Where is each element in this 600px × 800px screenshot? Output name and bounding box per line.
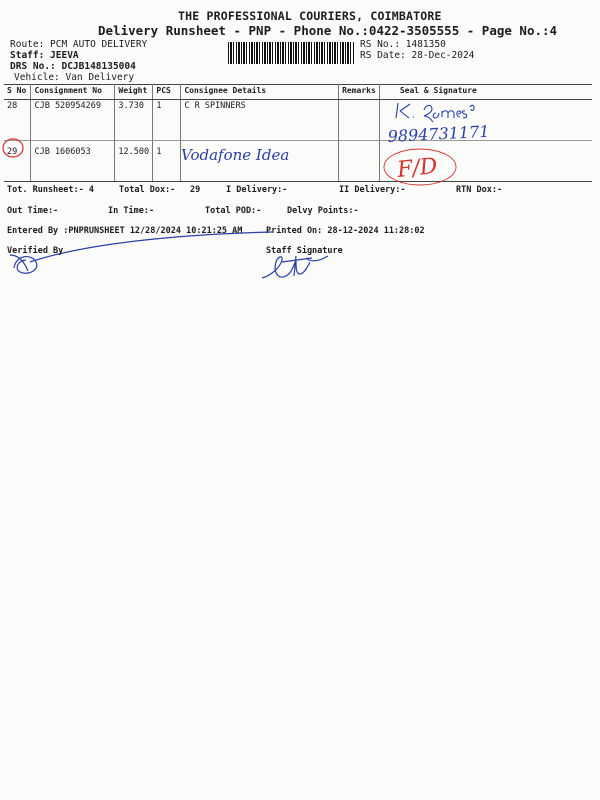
total-dox-label: Total Dox:- xyxy=(119,185,176,195)
drs-number: DRS No.: DCJB148135004 xyxy=(10,61,136,72)
runsheet-title: Delivery Runsheet - PNP - Phone No.:0422-3505555 - Page No.:4 xyxy=(98,23,558,38)
col-header-consignee: Consignee Details xyxy=(181,85,339,100)
handwritten-name xyxy=(396,103,474,122)
rs-date: RS Date: 28-Dec-2024 xyxy=(360,50,475,61)
handwritten-fd: F/D xyxy=(396,153,439,183)
cell-consignee: C R SPINNERS xyxy=(181,100,339,141)
staff-signature-label: Staff Signature xyxy=(266,246,343,256)
handwritten-vodafone: Vodafone Idea xyxy=(181,146,290,164)
rtn-dox: RTN Dox:- xyxy=(456,185,503,195)
total-pod: Total POD:- xyxy=(205,206,262,216)
col-header-sno: S No xyxy=(4,85,31,100)
col-header-consignment: Consignment No xyxy=(31,85,115,100)
staff: Staff: JEEVA xyxy=(10,50,79,61)
rs-number: RS No.: 1481350 xyxy=(360,39,446,50)
cell-weight: 12.500 xyxy=(115,141,153,182)
cell-consignment: CJB 520954269 xyxy=(31,100,115,141)
tot-runsheet: Tot. Runsheet:- 4 xyxy=(7,185,94,195)
entered-by: Entered By :PNPRUNSHEET 12/28/2024 10:21:25 AM xyxy=(7,226,243,236)
vehicle: Vehicle: Van Delivery xyxy=(14,72,135,83)
col-header-seal-signature: Seal & Signature xyxy=(379,85,592,100)
col-header-weight: Weight xyxy=(115,85,153,100)
company-name: THE PROFESSIONAL COURIERS, COIMBATORE xyxy=(178,9,442,23)
ii-delivery: II Delivery:- xyxy=(339,185,406,195)
cell-sno: 28 xyxy=(4,100,31,141)
staff-signature-ink xyxy=(262,256,328,278)
out-time: Out Time:- xyxy=(7,206,59,216)
i-delivery: I Delivery:- xyxy=(226,185,288,195)
route: Route: PCM AUTO DELIVERY xyxy=(10,39,148,50)
verified-by-label: Verified By xyxy=(7,246,64,256)
cell-sno: 29 xyxy=(4,141,31,182)
cell-consignment: CJB 1606053 xyxy=(31,141,115,182)
col-header-remarks: Remarks xyxy=(339,85,380,100)
circle-mark xyxy=(3,139,23,157)
cell-weight: 3.730 xyxy=(115,100,153,141)
in-time: In Time:- xyxy=(108,206,155,216)
printed-on: Printed On: 28-12-2024 11:28:02 xyxy=(266,226,425,236)
cell-pcs: 1 xyxy=(153,100,181,141)
total-dox-value: 29 xyxy=(190,185,201,195)
handwritten-phone: 9894731171 xyxy=(387,121,490,146)
col-header-pcs: PCS xyxy=(153,85,181,100)
cell-pcs: 1 xyxy=(153,141,181,182)
delvy-points: Delvy Points:- xyxy=(287,206,359,216)
